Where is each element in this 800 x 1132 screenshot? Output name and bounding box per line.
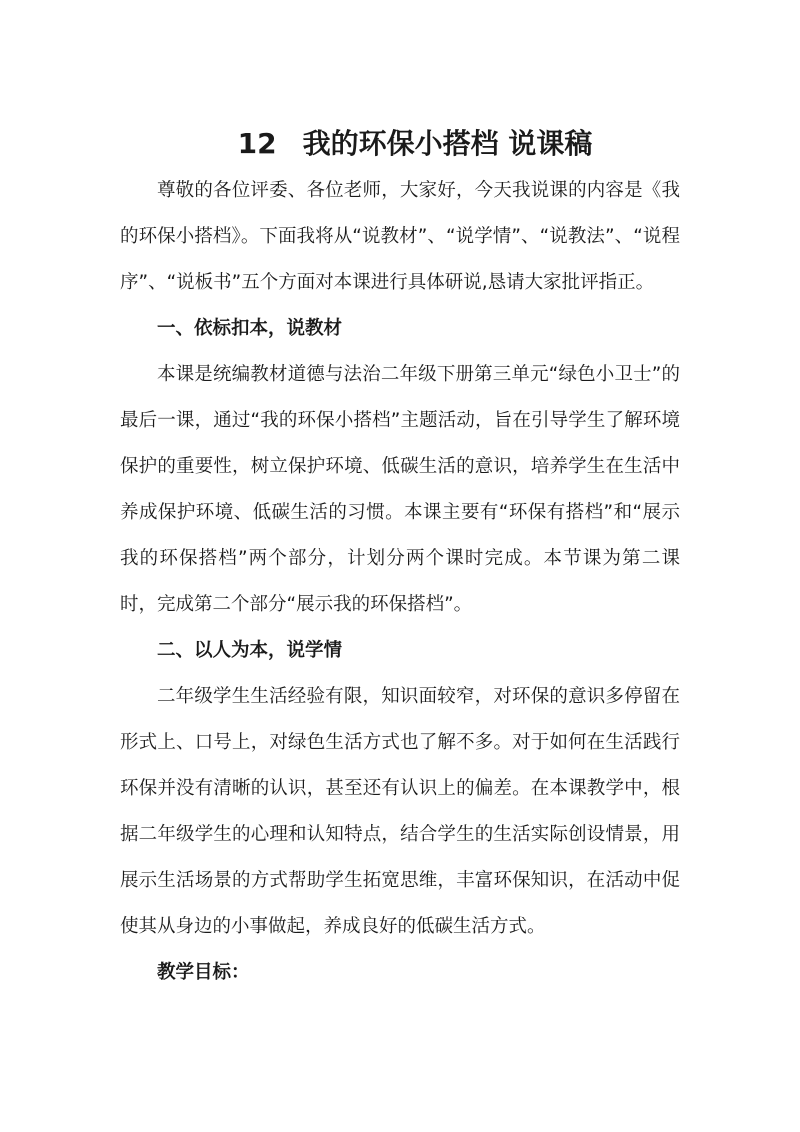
document-body: [120, 168, 680, 996]
title-text: 我的环保小搭档 说课稿: [302, 127, 593, 160]
title-number: 12: [237, 127, 277, 160]
teaching-goals-heading: 教学目标：: [157, 962, 250, 983]
section-body-textbook: 本课是统编教材道德与法治二年级下册第三单元“绿色小卫士”的最后一课，通过“我的环保小搭档”主题活动，旨在引导学生了解环境保护的重要性，树立保护环境、低碳生活的意识，培养学生在生活中养成保护环境、低碳生活的习惯。本课主要有“环保有搭档”和“展示我的环保搭档”两个部分，计划分两个课时完成。本节课为第二课时，完成第二个部分“展示我的环保搭档”。: [120, 364, 680, 615]
intro-paragraph: 尊敬的各位评委、各位老师，大家好，今天我说课的内容是《我的环保小搭档》。下面我将从“说教材”、“说学情”、“说教法”、“说程序”、“说板书”五个方面对本课进行具体研说,恳请大家批评指正。: [120, 180, 680, 293]
section-heading-textbook: 一、依标扣本，说教材: [157, 318, 343, 339]
section-body-students: 二年级学生生活经验有限，知识面较窄，对环保的意识多停留在形式上、口号上，对绿色生活方式也了解不多。对于如何在生活践行环保并没有清晰的认识，甚至还有认识上的偏差。在本课教学中，根据二年级学生的心理和认知特点，结合学生的生活实际创设情景，用展示生活场景的方式帮助学生拓宽思维，丰富环保知识，在活动中促使其从身边的小事做起，养成良好的低碳生活方式。: [120, 686, 680, 937]
section-heading-students: 二、以人为本，说学情: [157, 640, 343, 661]
document-title: [0, 124, 800, 164]
